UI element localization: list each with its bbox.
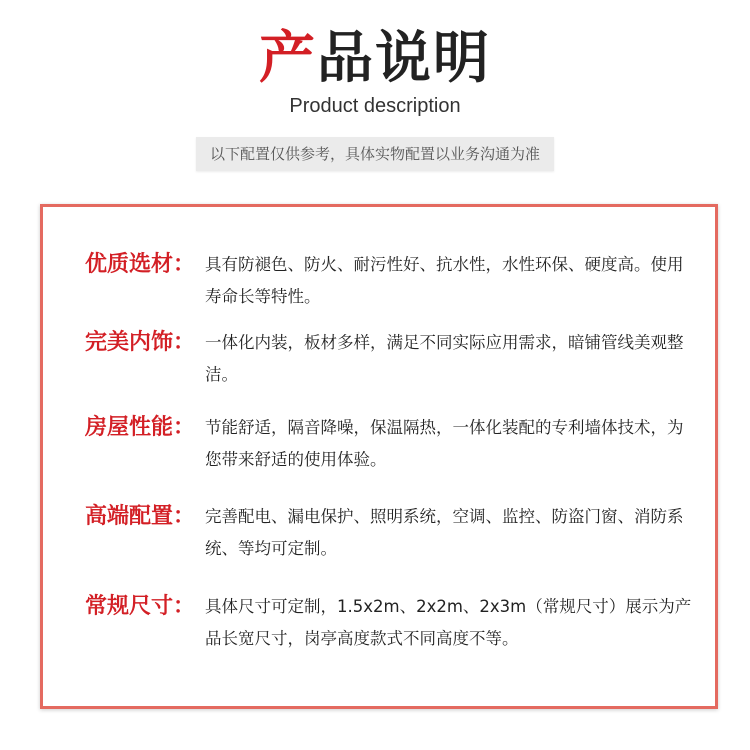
feature-text: 完善配电、漏电保护、照明系统，空调、监控、防盗门窗、消防系统、等均可定制。 <box>205 507 684 558</box>
page-subtitle: Product description <box>289 95 461 117</box>
feature-label: 优质选材： <box>85 252 196 277</box>
feature-text: 节能舒适，隔音降噪，保温隔热，一体化装配的专利墙体技术，为您带来舒适的使用体验。 <box>205 418 684 469</box>
page-title <box>0 22 750 94</box>
feature-text: 一体化内装，板材多样，满足不同实际应用需求，暗铺管线美观整洁。 <box>205 333 684 384</box>
feature-label: 高端配置： <box>85 504 196 529</box>
feature-label: 完美内饰： <box>85 330 196 355</box>
feature-label: 常规尺寸： <box>85 594 196 619</box>
feature-text: 具体尺寸可定制，1.5x2m、2x2m、2x3m（常规尺寸）展示为产品长宽尺寸，岗亭高度款式不同高度不等。 <box>205 597 692 648</box>
disclaimer-note: 以下配置仅供参考，具体实物配置以业务沟通为准 <box>196 137 554 171</box>
page-title-rest: 品说明 <box>317 25 491 91</box>
page-title-first-char: 产 <box>259 25 317 91</box>
description-card <box>40 204 718 709</box>
feature-text: 具有防褪色、防火、耐污性好、抗水性，水性环保、硬度高。使用寿命长等特性。 <box>205 255 684 306</box>
feature-label: 房屋性能： <box>85 415 196 440</box>
